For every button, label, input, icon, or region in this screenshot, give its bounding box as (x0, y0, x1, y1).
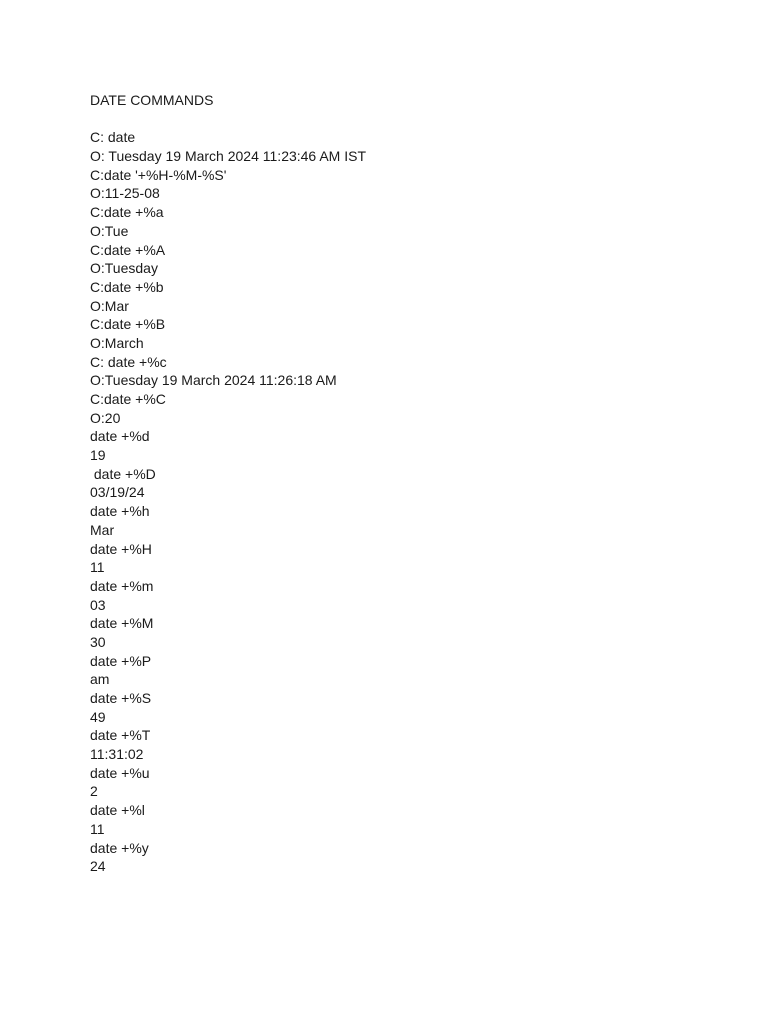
command-line: date +%h (90, 503, 150, 520)
command-line: date +%P (90, 652, 152, 669)
output-line: O:March (90, 334, 144, 351)
output-line: O:11-25-08 (90, 185, 160, 202)
output-line: O:Mar (90, 297, 129, 314)
output-line: 03/19/24 (90, 484, 145, 501)
document-body (90, 91, 690, 876)
output-line: 19 (90, 447, 106, 464)
output-line: 03 (90, 596, 106, 613)
command-line: C:date +%B (90, 316, 166, 333)
command-line: C:date +%A (90, 241, 166, 258)
command-line: date +%T (90, 727, 151, 744)
output-line: 30 (90, 633, 106, 650)
output-line: 11 (90, 559, 105, 576)
command-line: C: date (90, 129, 136, 146)
command-line: date +%d (90, 428, 150, 445)
output-line: 11 (90, 820, 105, 837)
command-line: date +%u (90, 764, 150, 781)
command-line: C:date +%a (90, 204, 164, 221)
command-line: date +%M (90, 615, 154, 632)
output-line: O:Tuesday 19 March 2024 11:26:18 AM (90, 372, 337, 389)
command-line: C:date '+%H-%M-%S' (90, 166, 227, 183)
command-line: date +%D (90, 465, 156, 482)
command-line: C:date +%C (90, 391, 166, 407)
command-list (90, 128, 690, 876)
output-line: O:Tue (90, 222, 129, 239)
output-line: O:20 (90, 409, 121, 426)
command-line: date +%l (90, 802, 145, 819)
command-line: date +%m (90, 577, 154, 594)
command-line: date +%y (90, 839, 149, 856)
output-line: 11:31:02 (90, 746, 144, 763)
output-line: O: Tuesday 19 March 2024 11:23:46 AM IST (90, 148, 367, 165)
output-line: O:Tuesday (90, 260, 158, 277)
output-line: 2 (90, 783, 98, 800)
output-line: 49 (90, 708, 106, 725)
output-line: 24 (90, 858, 106, 875)
document-title: DATE COMMANDS (90, 92, 214, 108)
command-line: C:date +%b (90, 278, 164, 295)
blank-line (90, 110, 690, 129)
command-line: date +%H (90, 540, 152, 557)
command-line: date +%S (90, 690, 152, 706)
output-line: am (90, 671, 110, 688)
command-line: C: date +%c (90, 353, 167, 370)
output-line: Mar (90, 521, 115, 538)
